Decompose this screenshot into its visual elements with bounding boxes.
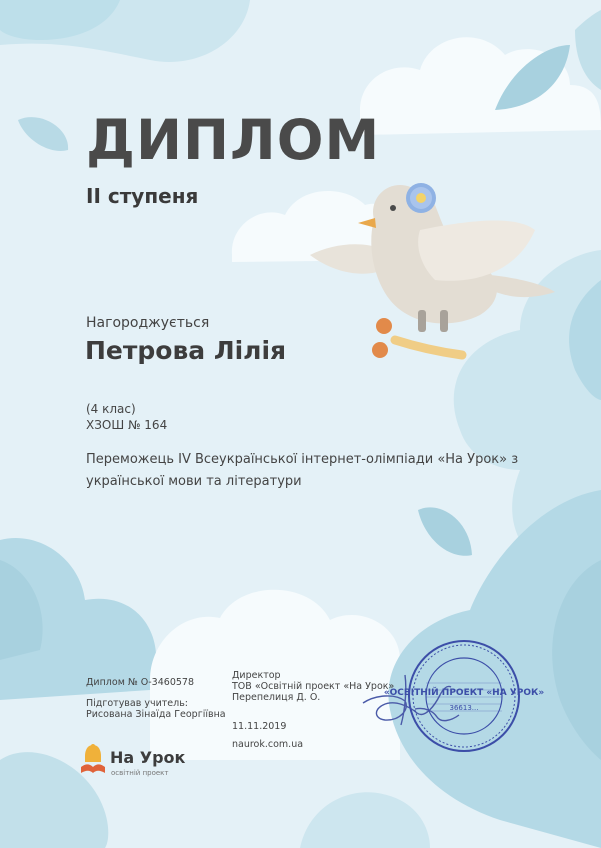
grade-text: (4 клас) — [86, 402, 136, 416]
flower-icon — [406, 183, 436, 213]
achievement-description: Переможець IV Всеукраїнської інтернет-олімпіади «На Урок» з української мови та літератури — [86, 452, 519, 489]
director-title: Директор — [232, 670, 281, 681]
stamp-text: «ОСВІТНІЙ ПРОЕКТ «НА УРОК» — [383, 688, 545, 698]
diploma-title: ДИПЛОМ — [86, 108, 381, 172]
director-name: Перепелиця Д. О. — [232, 692, 321, 703]
bird-illustration — [300, 170, 560, 370]
diploma-degree: II ступеня — [86, 184, 199, 208]
school-text: ХЗОШ № 164 — [86, 418, 168, 432]
issue-date: 11.11.2019 — [232, 721, 287, 732]
recipient-name: Петрова Лілія — [85, 336, 287, 365]
prepared-label: Підготував учитель: — [86, 698, 189, 709]
stamp-code: 36613... — [449, 704, 479, 712]
company-name: ТОВ «Освітній проект «На Урок» — [232, 681, 395, 692]
logo-subtitle: освітній проект — [111, 769, 169, 777]
logo-name: На Урок — [110, 748, 186, 767]
stamp-seal — [383, 638, 545, 754]
website: naurok.com.ua — [232, 739, 304, 750]
awarded-label: Нагороджується — [86, 315, 210, 331]
diploma-number: Диплом № О-3460578 — [86, 677, 194, 688]
teacher-name: Рисована Зінаїда Георгіївна — [86, 709, 226, 720]
logo-bell-icon — [80, 743, 106, 775]
